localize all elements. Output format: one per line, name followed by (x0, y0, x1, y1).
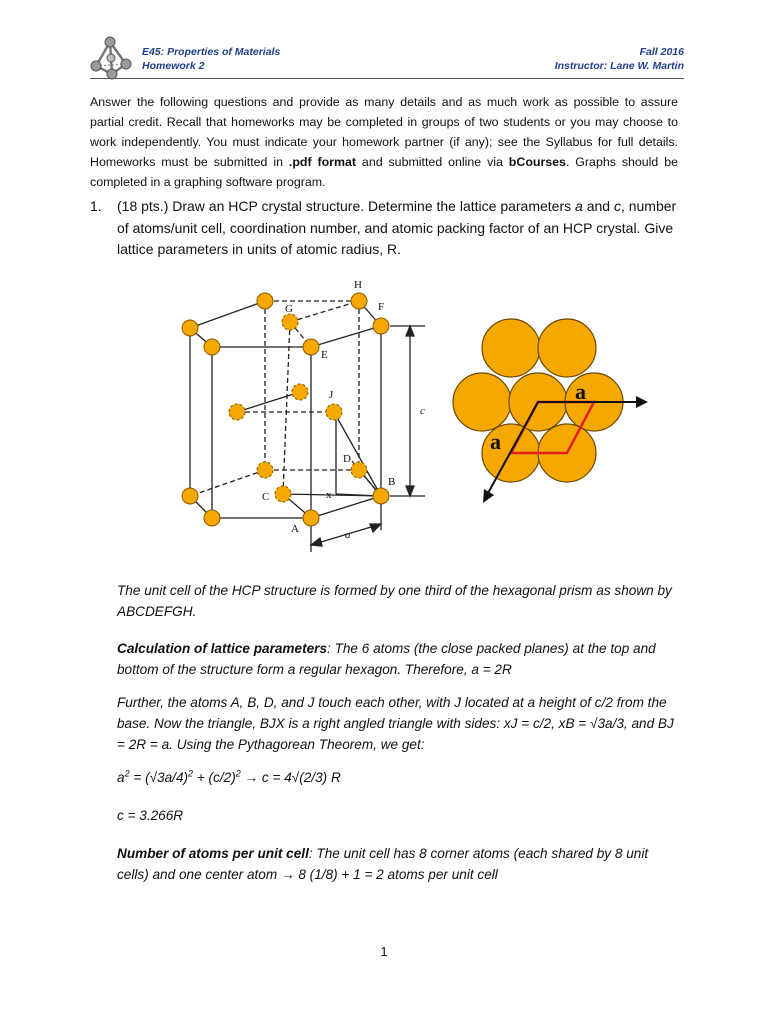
intro-text-1: Answer the following questions and provide as many details and as much work as possible to assure partial credit. Recall that homeworks may be completed in groups of two students or you may choose to work independently. You must indicate your homework partner (if any); see the Syllabus for full details. Homeworks must be submitted in (90, 95, 678, 169)
question-text (117, 196, 679, 261)
label-a-top: a (575, 379, 586, 404)
answer-pythagorean: Further, the atoms A, B, D, and J touch each other, with J located at a height of c/2 from the base. Now the triangle, BJX is a right angled triangle with sides: xJ = c/2, xB = √3a/3, and BJ = 2R = a. Using the Pythagorean Theorem, we get: (117, 695, 674, 752)
instructions-paragraph (90, 92, 678, 192)
question-text-c: , number of atoms/unit cell, coordination number, and atomic packing factor of an HCP crystal. Give lattice parameters in units of atomic radius, R. (117, 198, 677, 257)
logo (88, 36, 134, 80)
page-number: 1 (380, 944, 388, 959)
intro-text-2: and submitted online via (356, 155, 509, 169)
label-F: F (378, 301, 385, 313)
intro-bold-pdf: .pdf format (288, 155, 357, 169)
course-title: E45: Properties of Materials (142, 46, 281, 58)
assignment-title: Homework 2 (142, 60, 205, 72)
term: Fall 2016 (639, 46, 684, 58)
eq1-sup1: 2 (124, 768, 130, 779)
close-packed-plane-figure (440, 300, 660, 520)
label-x: x (326, 489, 332, 501)
eq1-c: + (c/2) (193, 770, 236, 785)
label-a-left: a (490, 429, 501, 454)
question-var-c: c (613, 198, 621, 214)
lattice-params-text: : The 6 atoms (the close packed planes) at the top and bottom of the structure form a regular hexagon. Therefore, a = 2R (117, 641, 656, 677)
atoms-per-cell-label: Number of atoms per unit cell (117, 846, 309, 861)
intro-text-3: . Graphs should be completed in a graphing software program. (90, 155, 678, 189)
atoms (182, 293, 389, 526)
equation-2: c = 3.266R (117, 808, 184, 823)
question-text-b: and (582, 198, 614, 214)
label-H: H (354, 279, 362, 291)
eq1-sup3: 2 (235, 768, 241, 779)
answer-atoms-per-cell (117, 843, 683, 885)
equation-1 (117, 767, 683, 788)
hcp-prism-figure (170, 272, 440, 552)
label-E: E (321, 349, 328, 361)
label-c: c (420, 405, 425, 417)
atoms-per-cell-text: : The unit cell has 8 corner atoms (each shared by 8 unit cells) and one center atom → 8 (1/8) + 1 = 2 atoms per unit cell (117, 846, 649, 882)
header-divider (90, 78, 684, 79)
molecule-logo-icon (88, 36, 134, 80)
label-B: B (388, 476, 396, 488)
answer-lattice-params (117, 638, 683, 680)
question-var-a: a (575, 198, 583, 214)
label-a: a (345, 529, 351, 541)
header-left (142, 45, 280, 73)
eq1-b: = (√3a/4) (129, 770, 189, 785)
eq1-d: → c = 4√(2/3) R (240, 770, 341, 785)
label-G: G (285, 303, 293, 315)
question-text-a: (18 pts.) Draw an HCP crystal structure. Determine the lattice parameters (117, 198, 576, 214)
eq1-a: a (117, 770, 125, 785)
header-right (555, 45, 684, 73)
answer-unit-cell: The unit cell of the HCP structure is formed by one third of the hexagonal prism as shown by ABCDEFGH. (117, 583, 672, 619)
lattice-params-label: Calculation of lattice parameters (117, 641, 328, 656)
label-J: J (329, 389, 334, 401)
label-A: A (291, 523, 299, 535)
intro-bold-bcourses: bCourses (508, 155, 566, 169)
question-number: 1. (90, 198, 102, 214)
label-D: D (343, 453, 351, 465)
eq1-sup2: 2 (188, 768, 194, 779)
label-C: C (262, 491, 270, 503)
instructor: Instructor: Lane W. Martin (554, 60, 684, 72)
